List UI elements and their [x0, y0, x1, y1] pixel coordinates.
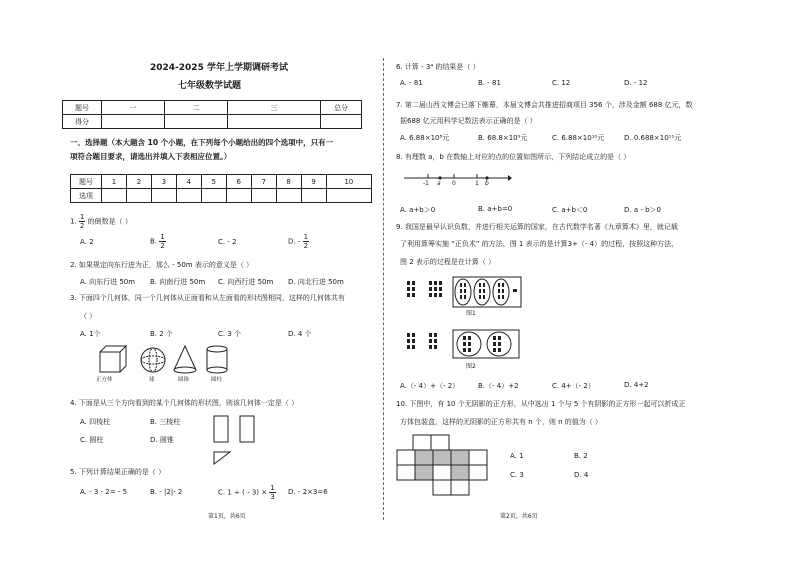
- q9-stem-line1: 9. 我国是最早认识负数，并进行相关运算的国家，在古代数学名著《九章算术》里，就记载: [396, 223, 678, 231]
- q4-option-b[interactable]: B. 三棱柱: [150, 418, 181, 426]
- q3-label-cone: 圆锥: [178, 377, 190, 383]
- q1-stem: [70, 213, 132, 230]
- frac-numerator: 1: [270, 484, 275, 492]
- score-cell[interactable]: [228, 115, 321, 129]
- page-footer-right: 第2页，共6页: [500, 513, 538, 520]
- score-cell[interactable]: [102, 115, 165, 129]
- answer-row-label: 选项: [71, 189, 102, 203]
- option-label: D. -: [288, 237, 301, 246]
- q10-option-b[interactable]: B. 2: [574, 452, 588, 460]
- q6-option-d[interactable]: D. - 12: [624, 79, 648, 87]
- q5-option-a[interactable]: A. - 3 - 2= - 5: [80, 488, 128, 496]
- q6-option-a[interactable]: A. - 81: [400, 79, 423, 87]
- q7-option-a[interactable]: A. 6.88×10⁸元: [400, 134, 450, 142]
- frac-numerator: 1: [160, 233, 165, 241]
- q1-d-fraction: [303, 233, 309, 250]
- tick-label-a: a: [437, 180, 441, 187]
- frac-numerator: 1: [79, 213, 85, 221]
- q8-option-a[interactable]: A. a+b＞0: [400, 206, 436, 214]
- q5-option-d[interactable]: D. - 2×3=6: [288, 488, 328, 496]
- section1-instructions-line1: 一、选择题（本大题含 10 个小题，在下列每个小题给出的四个选项中，只有一: [70, 138, 334, 147]
- answer-number: 7: [251, 175, 276, 189]
- frac-numerator: 1: [303, 233, 309, 241]
- q7-option-b[interactable]: B. 68.8×10⁹元: [478, 134, 528, 142]
- q10-net-figure: [395, 433, 505, 497]
- tick-label-1: 1: [475, 180, 479, 187]
- frac-denominator: 2: [79, 222, 85, 230]
- q6-option-c[interactable]: C. 12: [552, 79, 571, 87]
- tick-label-b: b: [485, 180, 489, 187]
- answer-table: [70, 174, 372, 203]
- q7-option-c[interactable]: C. 6.88×10¹⁰元: [552, 134, 605, 142]
- q9-figure2-caption: 图2: [466, 363, 476, 370]
- q5-option-c[interactable]: [218, 484, 276, 501]
- top-view-triangle: [214, 452, 230, 464]
- score-header-cell: 总分: [321, 101, 362, 115]
- answer-number: 4: [176, 175, 201, 189]
- answer-cell[interactable]: [126, 189, 151, 203]
- q1-option-a[interactable]: A. 2: [80, 238, 94, 246]
- answer-cell[interactable]: [176, 189, 201, 203]
- score-header-cell: 一: [102, 101, 165, 115]
- answer-cell[interactable]: [276, 189, 301, 203]
- q7-stem-line1: 7. 第二届山西文博会已落下帷幕，本届文博会共推进招商项目 356 个，涉及金额 688 亿元，数: [396, 101, 693, 109]
- q4-option-c[interactable]: C. 圆柱: [80, 436, 104, 444]
- tick-label-0: 0: [452, 180, 456, 187]
- answer-number: 10: [326, 175, 371, 189]
- q7-option-d[interactable]: D. 0.688×10¹¹元: [624, 134, 682, 142]
- q2-option-b[interactable]: B. 向南行进 50m: [150, 278, 206, 286]
- exam-subtitle: 七年级数学试题: [178, 81, 242, 91]
- answer-number: 3: [151, 175, 176, 189]
- option-label: C. 1 ÷ ( - 3) ×: [218, 488, 268, 497]
- q10-option-a[interactable]: A. 1: [510, 452, 524, 460]
- q3-stem: 3. 下面四个几何体，同一个几何体从正面看和从左面看的形状图相同，这样的几何体共有: [70, 294, 345, 302]
- q9-stem-line3: 图 2 表示的过程是在计算（ ）: [400, 258, 496, 266]
- answer-cell[interactable]: [226, 189, 251, 203]
- q1-option-b[interactable]: [150, 233, 166, 250]
- q2-stem: 2. 如果规定向东行进为正，那么 - 50m 表示的意义是（ ）: [70, 261, 254, 269]
- answer-cell[interactable]: [251, 189, 276, 203]
- q10-option-c[interactable]: C. 3: [510, 471, 524, 479]
- q10-stem-line2: 方体包装盒，这样的无阴影的正方形共有 n 个，则 n 的值为（ ）: [400, 418, 602, 426]
- q7-stem-line2: 据688 亿元用科学记数法表示正确的是（ ）: [400, 117, 537, 125]
- q5-option-b[interactable]: B. - |2|- 2: [150, 488, 183, 496]
- q2-option-a[interactable]: A. 向东行进 50m: [80, 278, 136, 286]
- q6-option-b[interactable]: B. - 81: [478, 79, 501, 87]
- side-view-rect: [240, 416, 254, 442]
- score-table: [62, 100, 362, 129]
- score-header-cell: 二: [165, 101, 228, 115]
- answer-cell[interactable]: [151, 189, 176, 203]
- q8-stem: 8. 有理数 a，b 在数轴上对应的点的位置如图所示，下列结论成立的是（ ）: [396, 153, 631, 161]
- score-cell[interactable]: [165, 115, 228, 129]
- q9-figure1: [405, 275, 525, 309]
- answer-cell[interactable]: [102, 189, 127, 203]
- q9-stem-line2: 了利用算筹实施 “正负术” 的方法，图 1 表示的是计算3+（- 4）的过程，按照这种方法，: [400, 240, 679, 248]
- q2-option-c[interactable]: C. 向西行进 50m: [218, 278, 274, 286]
- page-divider: [383, 58, 384, 520]
- answer-number: 8: [276, 175, 301, 189]
- q8-option-c[interactable]: C. a+b＜0: [552, 206, 588, 214]
- q3-option-b[interactable]: B. 2 个: [150, 330, 173, 338]
- q1-option-c[interactable]: C. - 2: [218, 238, 237, 246]
- q4-views-figure: [210, 412, 270, 468]
- q9-option-d[interactable]: D. 4+2: [624, 381, 649, 389]
- score-row-label: 得分: [63, 115, 102, 129]
- q9-option-b[interactable]: B.（- 4）+2: [478, 382, 519, 390]
- score-header-cell: 题号: [63, 101, 102, 115]
- frac-denominator: 2: [160, 242, 165, 250]
- q3-label-sphere: 球: [149, 377, 155, 383]
- section1-instructions-line2: 项符合题目要求，请选出并填入下表相应位置。）: [70, 152, 232, 161]
- frac-denominator: 2: [303, 242, 309, 250]
- page-footer-left: 第1页，共6页: [208, 513, 246, 520]
- q1-option-d[interactable]: [288, 233, 309, 250]
- q10-stem-line1: 10. 下图中，有 10 个无阴影的正方形，从中选出 1 个与 5 个有阴影的正方形一起可以折成正: [396, 400, 686, 408]
- q9-figure2: [405, 328, 523, 360]
- answer-number: 2: [126, 175, 151, 189]
- option-label: B.: [150, 237, 158, 246]
- front-view-rect: [214, 416, 228, 442]
- q1-fraction: [79, 213, 85, 230]
- answer-cell[interactable]: [201, 189, 226, 203]
- answer-cell[interactable]: [326, 189, 371, 203]
- answer-number: 5: [201, 175, 226, 189]
- cube-shape: [100, 346, 126, 372]
- answer-number: 9: [301, 175, 326, 189]
- q10-option-d[interactable]: D. 4: [574, 471, 589, 479]
- q3-solids-figure: [96, 342, 246, 388]
- q4-stem: 4. 下面是从三个方向看到的某个几何体的形状图，则该几何体一定是（ ）: [70, 399, 299, 407]
- q9-option-a[interactable]: A.（- 4）+（- 2）: [400, 382, 460, 390]
- q1-b-fraction: [159, 233, 165, 250]
- tick-label-neg1: -1: [423, 180, 429, 187]
- q8-option-b[interactable]: B. a+b=0: [478, 205, 513, 213]
- q3-label-cube: 正方体: [96, 377, 113, 383]
- q3-option-c[interactable]: C. 3 个: [218, 330, 242, 338]
- answer-number: 1: [102, 175, 127, 189]
- cylinder-shape: [207, 346, 227, 373]
- sphere-shape: [141, 348, 165, 372]
- cone-shape: [174, 346, 196, 373]
- q2-option-d[interactable]: D. 向北行进 50m: [288, 278, 344, 286]
- answer-cell[interactable]: [301, 189, 326, 203]
- q5-c-fraction: [269, 484, 275, 501]
- q1-stem-text: 的倒数是（ ）: [87, 217, 132, 226]
- q3-paren: （ ）: [80, 312, 97, 320]
- q3-option-d[interactable]: D. 4 个: [288, 330, 312, 338]
- score-cell[interactable]: [321, 115, 362, 129]
- score-header-cell: 三: [228, 101, 321, 115]
- q4-option-d[interactable]: D. 圆锥: [150, 436, 174, 444]
- exam-title: 2024-2025 学年上学期调研考试: [150, 63, 288, 73]
- q9-option-c[interactable]: C. 4+（- 2）: [552, 382, 595, 390]
- q4-option-a[interactable]: A. 四棱柱: [80, 418, 111, 426]
- q1-number: 1.: [70, 217, 77, 226]
- q8-option-d[interactable]: D. a - b＞0: [624, 206, 662, 214]
- q6-stem: 6. 计算 - 3⁴ 的结果是（ ）: [396, 63, 480, 71]
- q9-figure1-caption: 图1: [466, 310, 476, 317]
- q3-label-cylinder: 圆柱: [211, 377, 223, 383]
- answer-number: 6: [226, 175, 251, 189]
- q3-option-a[interactable]: A. 1个: [80, 330, 101, 338]
- answer-header-label: 题号: [71, 175, 102, 189]
- q5-stem: 5. 下列计算结果正确的是（ ）: [70, 468, 166, 476]
- frac-denominator: 3: [270, 493, 275, 501]
- q8-number-line: [402, 168, 512, 192]
